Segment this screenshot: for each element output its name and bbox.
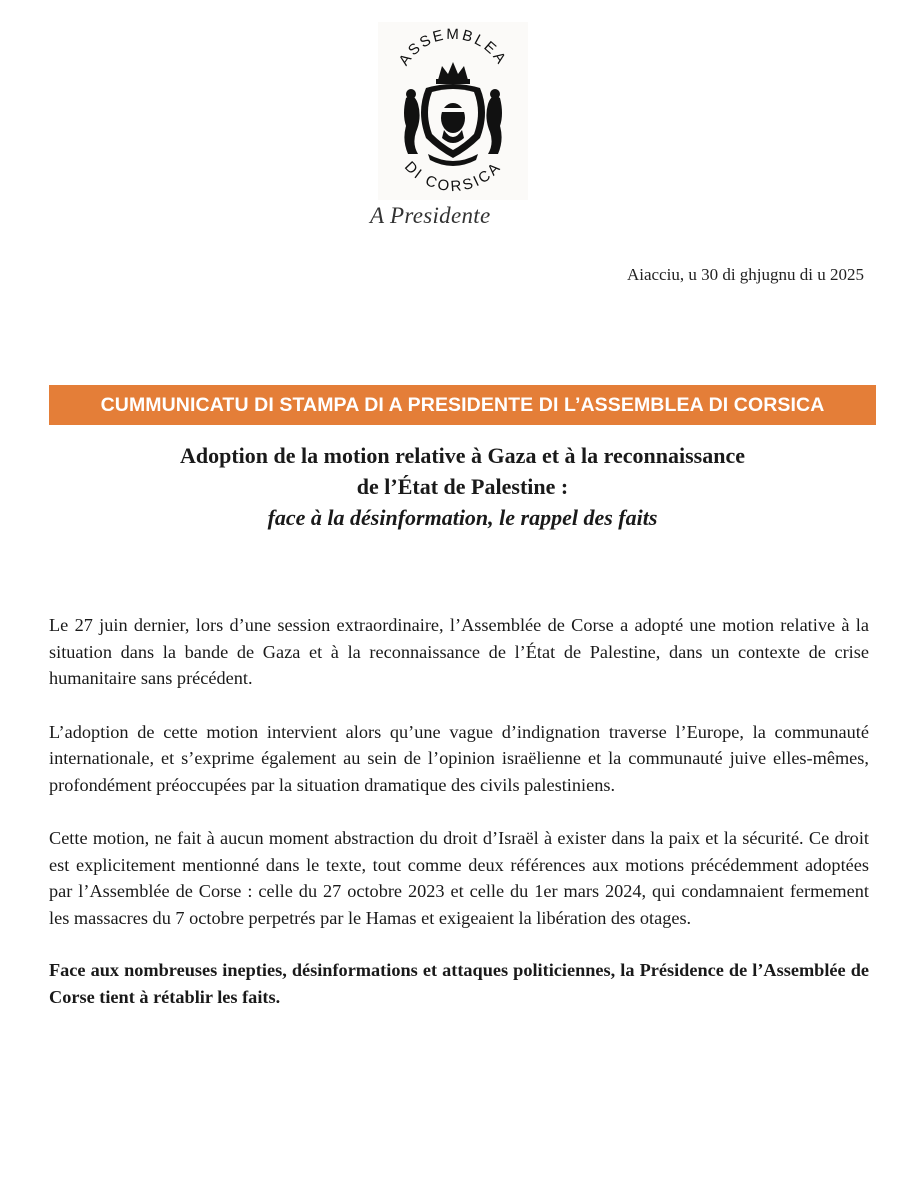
body-paragraph: L’adoption de cette motion intervient alors qu’une vague d’indignation traverse l’Europe, la communauté internationale, et s’exprime également au sein de l’opinion israëlienne et la communauté juive elles-mêmes, profondément préoccupées par la situation dramatique des civils palestiniens. xyxy=(49,721,869,795)
document-date: Aiacciu, u 30 di ghjugnu di u 2025 xyxy=(626,265,864,284)
document-headline xyxy=(49,440,876,533)
banner-title: CUMMUNICATU DI STAMPA DI A PRESIDENTE DI L’ASSEMBLEA DI CORSICA xyxy=(100,393,825,416)
svg-text:ASSEMBLEA: ASSEMBLEA xyxy=(395,25,511,69)
headline-line-1: Adoption de la motion relative à Gaza et à la reconnaissance xyxy=(179,443,746,468)
press-release-banner xyxy=(49,385,876,425)
assemblea-di-corsica-logo xyxy=(378,22,528,200)
document-body xyxy=(49,612,869,1037)
corsica-moor-head-emblem-icon xyxy=(378,22,528,200)
headline-line-2: de l’État de Palestine : xyxy=(356,474,569,499)
signature-a-presidente: A Presidente xyxy=(370,203,491,228)
body-paragraph-conclusion: Face aux nombreuses inepties, désinformations et attaques politiciennes, la Présidence de l’Assemblée de Corse tient à rétablir les faits. xyxy=(49,960,869,1007)
body-paragraph: Cette motion, ne fait à aucun moment abstraction du droit d’Israël à exister dans la paix et la sécurité. Ce droit est explicitement mentionné dans le texte, tout comme deux références aux motions précédemment adoptées par l’Assemblée de Corse : celle du 27 octobre 2023 et celle du 1er mars 2024, qui condamnaient fermement les massacres du 7 octobre perpetrés par le Hamas et exigeaient la libération des otages. xyxy=(49,828,869,928)
body-paragraph: Le 27 juin dernier, lors d’une session extraordinaire, l’Assemblée de Corse a adopté une motion relative à la situation dans la bande de Gaza et à la reconnaissance de l’État de Palestine, dans un contexte de crise humanitaire sans précédent. xyxy=(49,615,869,688)
svg-text:DI CORSICA: DI CORSICA xyxy=(400,158,506,196)
headline-subtitle: face à la désinformation, le rappel des faits xyxy=(267,505,658,530)
